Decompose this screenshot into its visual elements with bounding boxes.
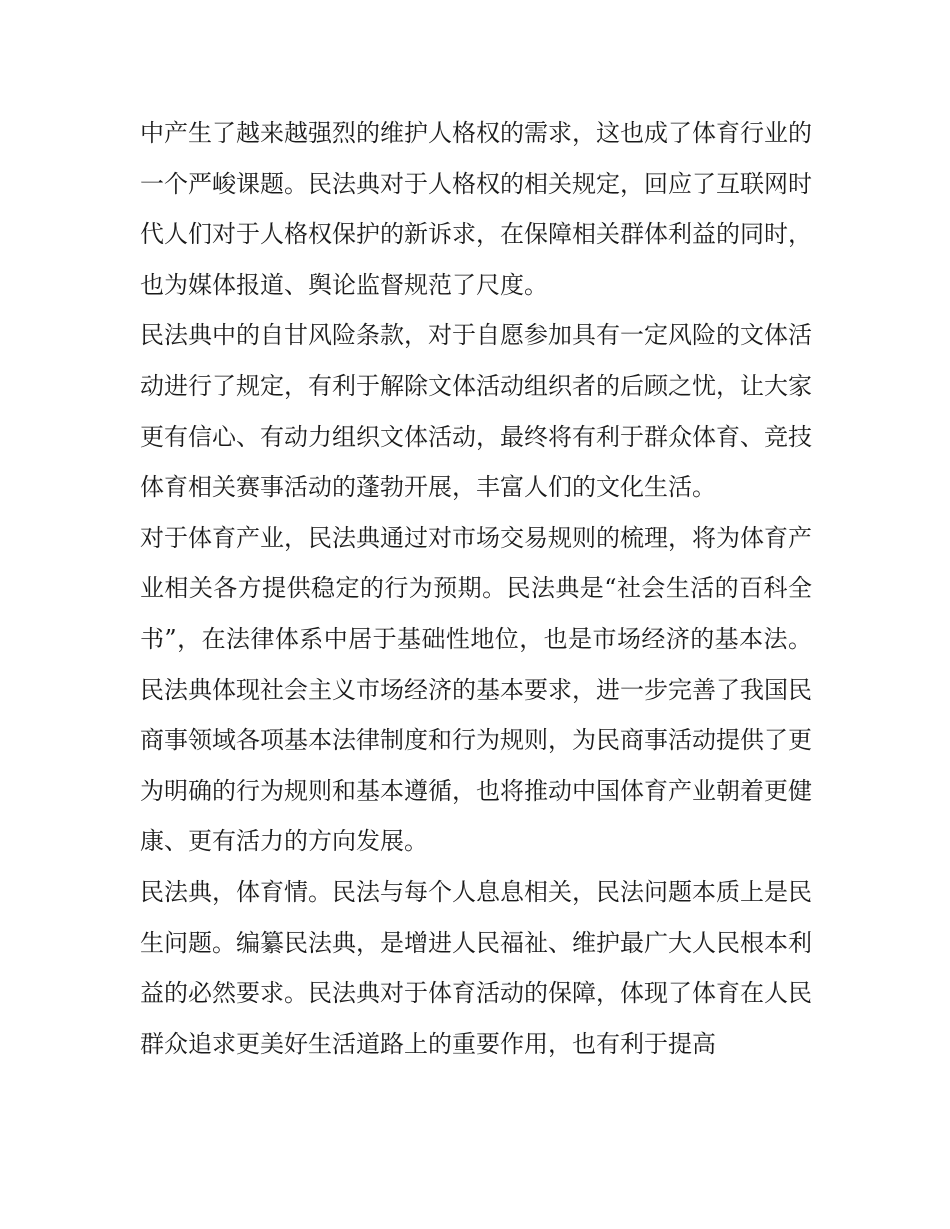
- paragraph-2: 民法典中的自甘风险条款，对于自愿参加具有一定风险的文体活动进行了规定，有利于解除文体活动组织者的后顾之忧，让大家更有信心、有动力组织文体活动，最终将有利于群众体育、竞技体育相关赛事活动的蓬勃开展，丰富人们的文化生活。: [140, 321, 812, 502]
- paragraph-4: 民法典，体育情。民法与每个人息息相关，民法问题本质上是民生问题。编纂民法典，是增进人民福祉、维护最广大人民根本利益的必然要求。民法典对于体育活动的保障，体现了体育在人民群众追求更美好生活道路上的重要作用，也有利于提高: [140, 877, 812, 1058]
- paragraph-1: 中产生了越来越强烈的维护人格权的需求，这也成了体育行业的一个严峻课题。民法典对于人格权的相关规定，回应了互联网时代人们对于人格权保护的新诉求，在保障相关群体利益的同时，也为媒体报道、舆论监督规范了尺度。: [140, 119, 812, 299]
- paragraph-3: 对于体育产业，民法典通过对市场交易规则的梳理，将为体育产业相关各方提供稳定的行为预期。民法典是“社会生活的百科全书”，在法律体系中居于基础性地位，也是市场经济的基本法。民法典体现社会主义市场经济的基本要求，进一步完善了我国民商事领域各项基本法律制度和行为规则，为民商事活动提供了更为明确的行为规则和基本遵循，也将推动中国体育产业朝着更健康、更有活力的方向发展。: [140, 523, 812, 856]
- document-body: [140, 108, 812, 1069]
